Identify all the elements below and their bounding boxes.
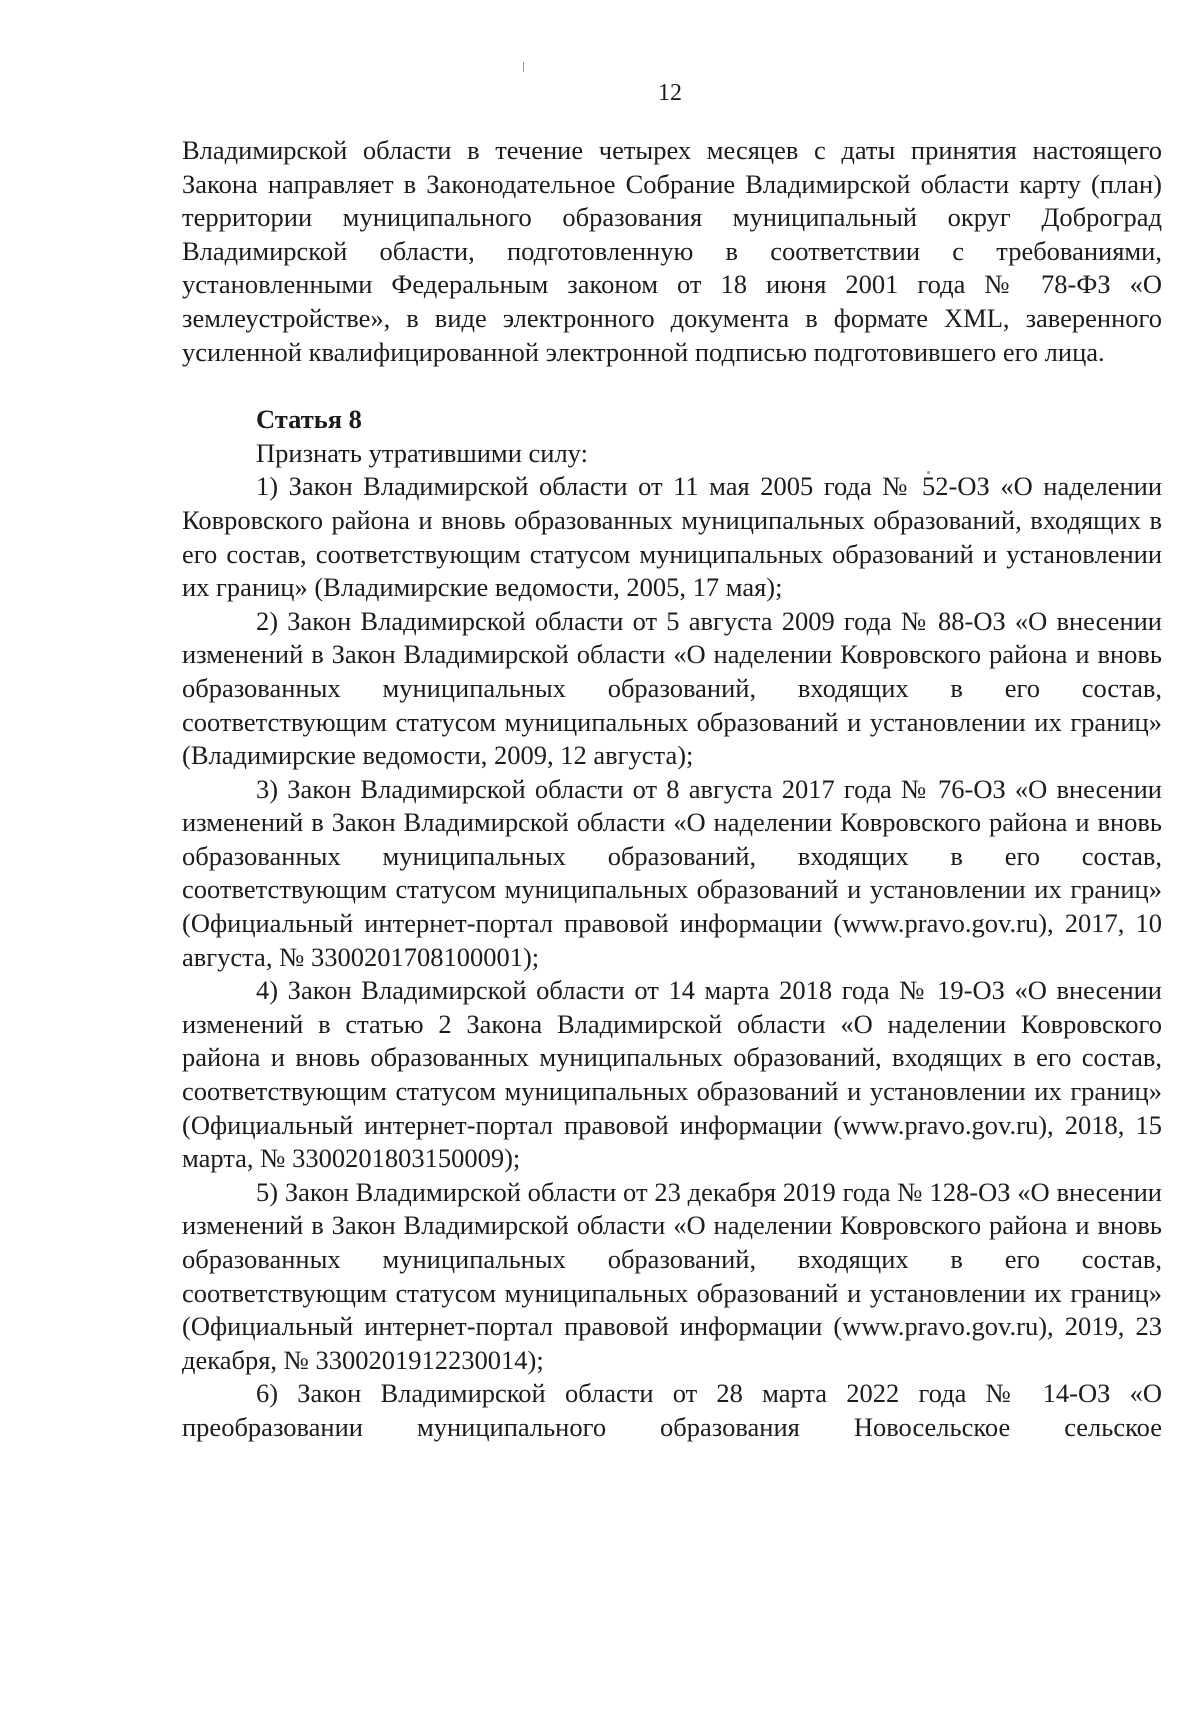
- page-number: 12: [658, 80, 682, 106]
- article-item-3: 3) Закон Владимирской области от 8 августа 2017 года № 76-ОЗ «О внесении изменений в Закон Владимирской области «О наделении Ковровского района и вновь образованных муниципальных образований, входящих в его состав, соответствующим статусом муниципальных образований и установлении их границ» (Официальный интернет-портал правовой информации (www.pravo.gov.ru), 2017, 10 августа, № 3300201708100001);: [182, 773, 1162, 972]
- article-item-1: 1) Закон Владимирской области от 11 мая 2005 года № 52-ОЗ «О наделении Ковровского района и вновь образованных муниципальных образований, входящих в его состав, соответствующим статусом муниципальных образований и установлении их границ» (Владимирские ведомости, 2005, 17 мая);: [182, 471, 1162, 603]
- scan-speck-top: [523, 62, 524, 72]
- article-item-5: 5) Закон Владимирской области от 23 декабря 2019 года № 128-ОЗ «О внесении изменений в Закон Владимирской области «О наделении Ковровского района и вновь образованных муниципальных образований, входящих в его состав, соответствующим статусом муниципальных образований и установлении их границ» (Официальный интернет-портал правовой информации (www.pravo.gov.ru), 2019, 23 декабря, № 3300201912230014);: [182, 1176, 1162, 1375]
- article-item-4: 4) Закон Владимирской области от 14 марта 2018 года № 19-ОЗ «О внесении изменений в статью 2 Закона Владимирской области «О наделении Ковровского района и вновь образованных муниципальных образований, входящих в его состав, соответствующим статусом муниципальных образований и установлении их границ» (Официальный интернет-портал правовой информации (www.pravo.gov.ru), 2018, 15 марта, № 3300201803150009);: [182, 975, 1162, 1174]
- article-heading: Статья 8: [256, 404, 362, 435]
- document-body: [182, 134, 1162, 1445]
- intro-paragraph: Владимирской области в течение четырех месяцев с даты принятия настоящего Закона направляет в Законодательное Собрание Владимирской области карту (план) территории муниципального образования муниципальный округ Доброград Владимирской области, подготовленную в соответствии с требованиями, установленными Федеральным законом от 18 июня 2001 года № 78-ФЗ «О землеустройстве», в виде электронного документа в формате XML, заверенного усиленной квалифицированной электронной подписью подготовившего его лица.: [182, 135, 1162, 367]
- article-item-6: 6) Закон Владимирской области от 28 марта 2022 года № 14-ОЗ «О преобразовании муниципального образования Новосельское сельское: [182, 1378, 1162, 1442]
- article-lead: Признать утратившими силу:: [256, 437, 588, 468]
- article-item-2: 2) Закон Владимирской области от 5 августа 2009 года № 88-ОЗ «О внесении изменений в Закон Владимирской области «О наделении Ковровского района и вновь образованных муниципальных образований, входящих в его состав, соответствующим статусом муниципальных образований и установлении их границ» (Владимирские ведомости, 2009, 12 августа);: [182, 605, 1162, 771]
